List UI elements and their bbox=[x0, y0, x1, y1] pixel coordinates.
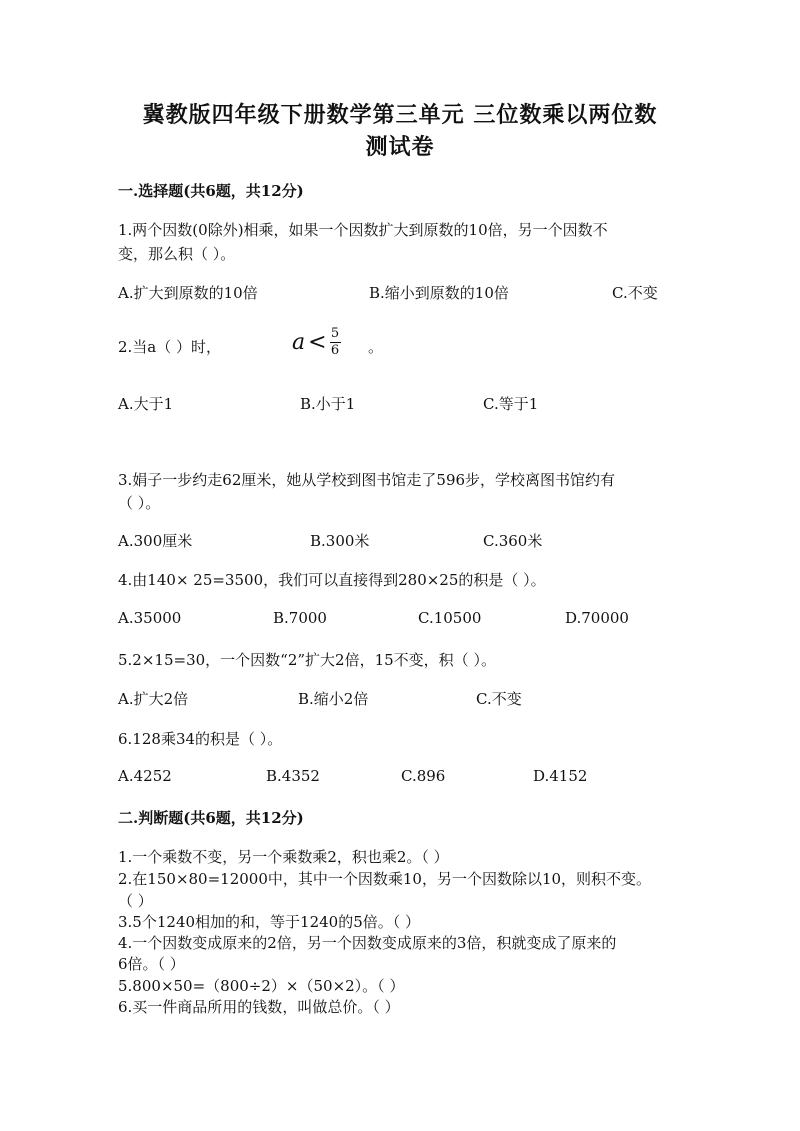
q3-stem-line-1: 3.娟子一步约走62厘米，她从学校到图书馆走了596步，学校离图书馆约有 bbox=[118, 471, 616, 489]
q2-math-expression bbox=[292, 327, 341, 358]
title-line-1: 冀教版四年级下册数学第三单元 三位数乘以两位数 bbox=[142, 102, 658, 128]
q2-fraction-denominator: 6 bbox=[330, 343, 340, 358]
q5-option-a[interactable]: A.扩大2倍 bbox=[118, 690, 189, 708]
judge-line-8: 6.买一件商品所用的钱数，叫做总价。（ ） bbox=[118, 998, 400, 1016]
q2-math-variable: a bbox=[292, 330, 306, 355]
judge-line-1: 1.一个乘数不变，另一个乘数乘2，积也乘2。（ ） bbox=[118, 848, 449, 866]
q2-stem: 2.当a（ ）时， bbox=[118, 338, 222, 356]
q6-option-c[interactable]: C.896 bbox=[401, 767, 446, 785]
q3-stem-line-2: （ ）。 bbox=[118, 494, 161, 512]
q4-option-c[interactable]: C.10500 bbox=[418, 609, 482, 627]
q6-stem: 6.128乘34的积是（ ）。 bbox=[118, 730, 283, 748]
judge-line-5: 4.一个因数变成原来的2倍，另一个因数变成原来的3倍，积就变成了原来的 bbox=[118, 934, 617, 952]
judge-line-2: 2.在150×80=12000中，其中一个因数乘10，另一个因数除以10，则积不变。 bbox=[118, 870, 652, 888]
q2-option-b[interactable]: B.小于1 bbox=[300, 395, 356, 413]
q1-option-b[interactable]: B.缩小到原数的10倍 bbox=[369, 284, 509, 302]
q2-option-a[interactable]: A.大于1 bbox=[118, 395, 174, 413]
q5-stem: 5.2×15=30，一个因数“2”扩大2倍，15不变，积（ ）。 bbox=[118, 651, 496, 669]
q4-option-a[interactable]: A.35000 bbox=[118, 609, 182, 627]
judge-line-7: 5.800×50=（800÷2）×（50×2）。（ ） bbox=[118, 977, 405, 995]
q6-option-a[interactable]: A.4252 bbox=[118, 767, 172, 785]
q6-option-d[interactable]: D.4152 bbox=[533, 767, 588, 785]
q3-option-a[interactable]: A.300厘米 bbox=[118, 532, 193, 550]
q2-option-c[interactable]: C.等于1 bbox=[483, 395, 539, 413]
judge-line-4: 3.5个1240相加的和，等于1240的5倍。（ ） bbox=[118, 913, 421, 931]
judge-line-3: （ ） bbox=[118, 892, 153, 910]
judge-line-6: 6倍。（ ） bbox=[118, 955, 185, 973]
section-2-heading: 二.判断题(共6题，共12分) bbox=[118, 809, 304, 827]
q4-stem: 4.由140× 25=3500，我们可以直接得到280×25的积是（ ）。 bbox=[118, 571, 546, 589]
q3-option-b[interactable]: B.300米 bbox=[310, 532, 370, 550]
q2-math-less-than: < bbox=[308, 330, 327, 355]
q1-stem-line-1: 1.两个因数(0除外)相乘，如果一个因数扩大到原数的10倍，另一个因数不 bbox=[118, 221, 608, 239]
q4-option-b[interactable]: B.7000 bbox=[273, 609, 327, 627]
q5-option-b[interactable]: B.缩小2倍 bbox=[298, 690, 369, 708]
q2-stem-tail: 。 bbox=[368, 338, 384, 356]
q1-option-a[interactable]: A.扩大到原数的10倍 bbox=[118, 284, 258, 302]
q2-fraction-numerator: 5 bbox=[330, 326, 340, 341]
q4-option-d[interactable]: D.70000 bbox=[565, 609, 629, 627]
q2-math-fraction bbox=[330, 327, 341, 358]
q1-stem-line-2: 变，那么积（ ）。 bbox=[118, 245, 236, 263]
q5-option-c[interactable]: C.不变 bbox=[476, 690, 522, 708]
q1-option-c[interactable]: C.不变 bbox=[612, 284, 658, 302]
q6-option-b[interactable]: B.4352 bbox=[266, 767, 320, 785]
title-line-2: 测试卷 bbox=[365, 134, 435, 160]
q3-option-c[interactable]: C.360米 bbox=[483, 532, 543, 550]
section-1-heading: 一.选择题(共6题，共12分) bbox=[118, 182, 304, 200]
